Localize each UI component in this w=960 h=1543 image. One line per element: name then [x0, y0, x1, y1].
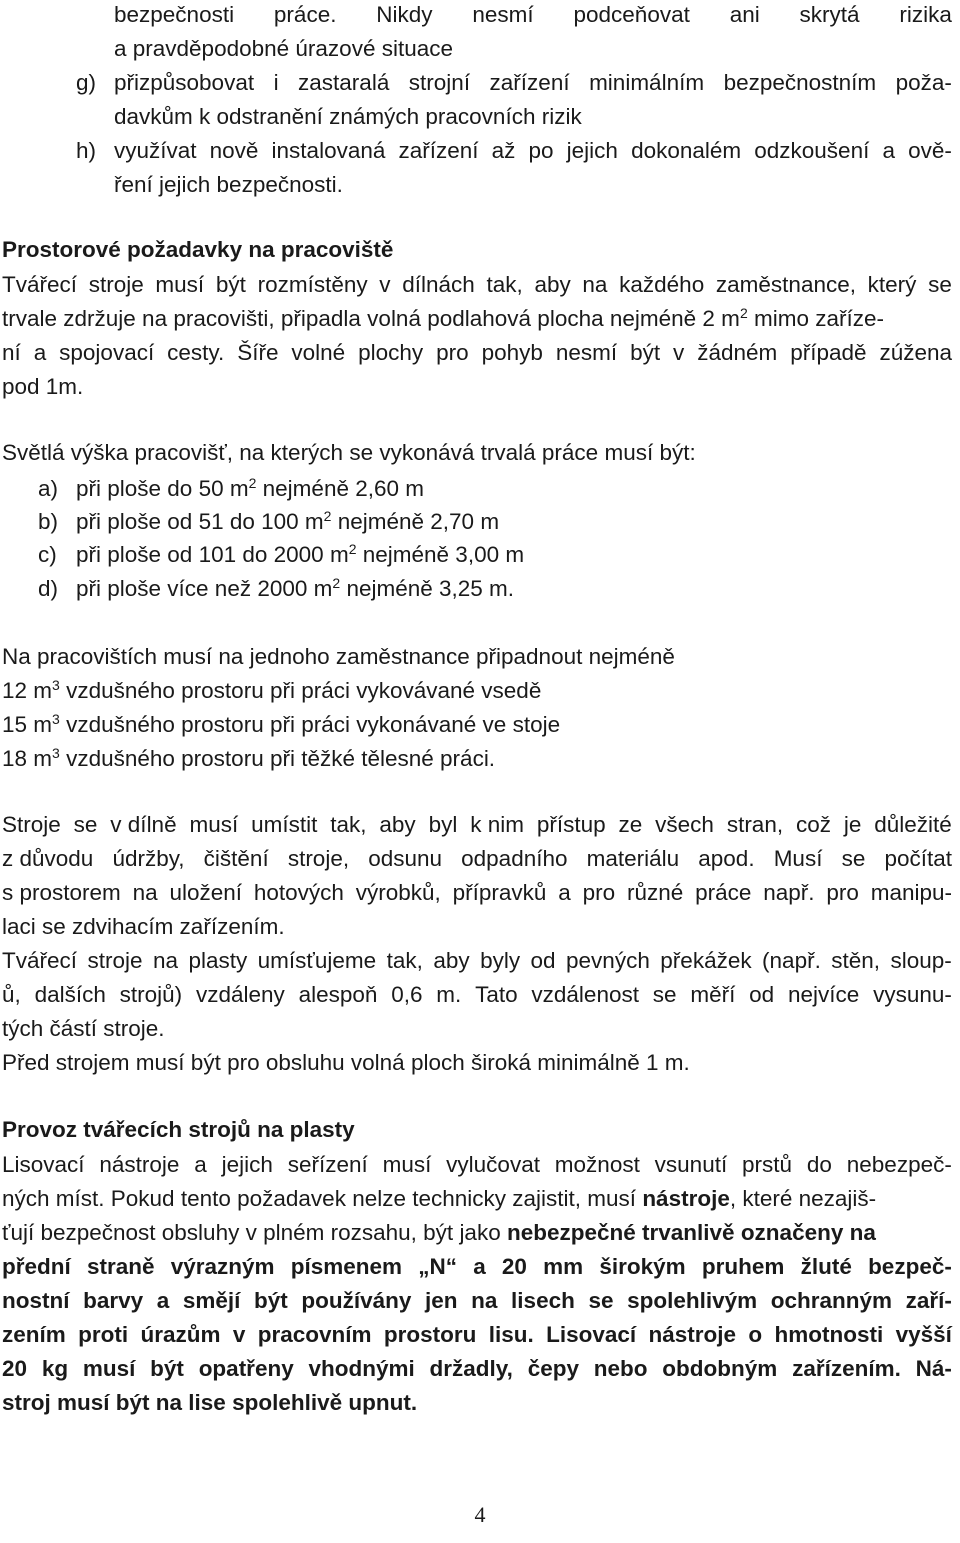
word: zúžena: [879, 340, 952, 365]
word: instalovaná: [271, 138, 386, 163]
word: vhodnými: [308, 1356, 415, 1381]
word: nebo: [593, 1356, 648, 1381]
word: pruhem: [701, 1254, 785, 1279]
word: přední: [2, 1254, 71, 1279]
word: dalších: [34, 982, 106, 1007]
word: pohyb: [481, 340, 543, 365]
list-marker-g: g): [76, 70, 97, 95]
word: úrazům: [140, 1322, 221, 1347]
word: podceňovat: [573, 2, 690, 27]
word: k nim: [470, 812, 524, 837]
machines-paragraph-line-3: [2, 876, 952, 910]
word: 0,6: [391, 982, 423, 1007]
word: o: [748, 1322, 763, 1347]
word: musí: [155, 272, 205, 297]
word: odpadního: [461, 846, 568, 871]
word: zaměstnance,: [715, 272, 856, 297]
word: cesty.: [167, 340, 225, 365]
word: materiálu: [586, 846, 680, 871]
word: Lisovací: [546, 1322, 637, 1347]
word: různé: [626, 880, 684, 905]
word: a: [473, 1254, 486, 1279]
plastics-paragraph-line-1: [2, 944, 952, 978]
word: ochranným: [770, 1288, 893, 1313]
word: se: [652, 982, 677, 1007]
plastics-paragraph-line-3: tých částí stroje.: [2, 1016, 165, 1041]
word: každého: [619, 272, 705, 297]
word: barvy: [83, 1288, 144, 1313]
machines-paragraph-line-4: laci se zdvihacím zařízením.: [2, 914, 285, 939]
section-heading-space: Prostorové požadavky na pracoviště: [2, 237, 394, 262]
word: zastaralá: [298, 70, 390, 95]
word: Tato: [475, 982, 518, 1007]
word: s prostorem: [2, 880, 121, 905]
word: plochy: [358, 340, 424, 365]
word: např.: [763, 880, 815, 905]
word: důležité: [874, 812, 952, 837]
operation-line-3: ťují bezpečnost obsluhy v plném rozsahu, být jako nebezpečné trvanlivě označeny na: [2, 1220, 876, 1245]
word: alespoň: [298, 982, 378, 1007]
word: který: [867, 272, 917, 297]
word: po: [528, 138, 554, 163]
word: musí: [382, 1152, 432, 1177]
word: vsunutí: [654, 1152, 728, 1177]
word: apod.: [698, 846, 755, 871]
word: měří: [690, 982, 736, 1007]
word: jejich: [221, 1152, 273, 1177]
word: nebezpeč-: [846, 1152, 952, 1177]
word: aby: [379, 812, 416, 837]
word: čepy: [527, 1356, 579, 1381]
word: stěn,: [831, 948, 881, 973]
space-paragraph-line-4: pod 1m.: [2, 374, 84, 399]
word: nástroje: [99, 1152, 180, 1177]
clearance-line: Před strojem musí být pro obsluhu volná ploch široká minimálně 1 m.: [2, 1050, 690, 1075]
word: v: [379, 272, 391, 297]
word: m.: [436, 982, 462, 1007]
word: Nikdy: [376, 2, 433, 27]
word: odsunu: [368, 846, 443, 871]
word: být: [150, 1356, 184, 1381]
word: spojovací: [59, 340, 155, 365]
word: Lisovací: [2, 1152, 85, 1177]
word: využívat: [114, 138, 197, 163]
word: se: [73, 812, 98, 837]
word: a: [33, 340, 47, 365]
word: obdobným: [662, 1356, 778, 1381]
word: bezpečnostním: [723, 70, 877, 95]
word: stroje: [88, 272, 144, 297]
word: vyšší: [895, 1322, 952, 1347]
word: opatřeny: [198, 1356, 294, 1381]
word: údržby,: [112, 846, 185, 871]
height-item-b: b) při ploše od 51 do 100 $m^2$ nejméně 2,70 m: [38, 508, 500, 534]
word: bezpečnosti: [114, 2, 235, 27]
word: aby: [534, 272, 571, 297]
section-heading-operation: Provoz tvářecích strojů na plasty: [2, 1117, 355, 1142]
word: od: [530, 948, 556, 973]
word: na: [582, 272, 608, 297]
word: lisu.: [488, 1322, 534, 1347]
word: proti: [78, 1322, 129, 1347]
word: překážek: [660, 948, 752, 973]
word: všech: [655, 812, 714, 837]
word: písmenem: [290, 1254, 403, 1279]
operation-line-5: [2, 1284, 952, 1318]
word: od: [749, 982, 775, 1007]
word: rozmístěny: [257, 272, 368, 297]
word: nově: [209, 138, 259, 163]
operation-line-8: stroj musí být na lise spolehlivě upnut.: [2, 1390, 418, 1415]
height-item-a: a) při ploše do 50 $m^2$ nejméně 2,60 m: [38, 475, 425, 501]
word: v dílně: [110, 812, 177, 837]
word: Tvářecí: [2, 948, 78, 973]
word: zením: [2, 1322, 66, 1347]
word: byl: [428, 812, 458, 837]
air-line-12: 12 $m^3$ vzdušného prostoru při práci vykovávané vsedě: [2, 677, 542, 703]
word: vzdálenost: [531, 982, 639, 1007]
word: výrobků,: [355, 880, 441, 905]
word: rizika: [899, 2, 952, 27]
space-paragraph-line-3: [2, 336, 952, 370]
word: straně: [86, 1254, 155, 1279]
height-item-d: d) při ploše více než 2000 $m^2$ nejméně 3,25 m.: [38, 575, 515, 601]
word: práce: [695, 880, 752, 905]
word: a: [882, 138, 895, 163]
word: tak,: [330, 812, 367, 837]
word: Stroje: [2, 812, 61, 837]
word: být: [630, 340, 661, 365]
word: přizpůsobovat: [114, 70, 255, 95]
word: nástroje: [648, 1322, 737, 1347]
word: musí: [82, 1356, 136, 1381]
word: sloup-: [890, 948, 952, 973]
word: Musí: [773, 846, 823, 871]
space-paragraph-line-2: trvale zdržuje na pracovišti, připadla volná podlahová plocha nejméně 2 $m^2$ mimo zaříze-: [2, 305, 884, 331]
word: se: [841, 846, 866, 871]
word: vylučovat: [446, 1152, 540, 1177]
word: stran,: [726, 812, 784, 837]
word: výrazným: [170, 1254, 275, 1279]
word: hmotnosti: [774, 1322, 884, 1347]
word: žluté: [800, 1254, 852, 1279]
word: bezpeč-: [868, 1254, 952, 1279]
word: prostoru: [383, 1322, 477, 1347]
word: manipu-: [870, 880, 952, 905]
operation-line-4: [2, 1250, 952, 1284]
word: přípravků: [452, 880, 547, 905]
word: do: [806, 1152, 832, 1177]
word: umísťujeme: [257, 948, 377, 973]
word: na: [152, 948, 178, 973]
word: odzkoušení: [754, 138, 870, 163]
word: plasty: [188, 948, 248, 973]
operation-line-6: [2, 1318, 952, 1352]
word: Ná-: [915, 1356, 952, 1381]
item-g-line-1: [114, 66, 952, 100]
word: pro: [436, 340, 469, 365]
item-h-line-1: [114, 134, 952, 168]
word: i: [273, 70, 279, 95]
word: seřízení: [287, 1152, 368, 1177]
word: používány: [301, 1288, 412, 1313]
word: se: [928, 272, 952, 297]
word: ani: [729, 2, 760, 27]
list-marker-h: h): [76, 138, 97, 163]
word: ze: [618, 812, 643, 837]
word: být: [215, 272, 246, 297]
word: ově-: [908, 138, 952, 163]
word: a: [156, 1288, 170, 1313]
word: umístit: [251, 812, 318, 837]
word: poža-: [895, 70, 952, 95]
word: přístup: [536, 812, 606, 837]
height-item-c: c) při ploše od 101 do 2000 $m^2$ nejméně 3,00 m: [38, 541, 525, 567]
word: na: [471, 1288, 498, 1313]
word: mm: [543, 1254, 584, 1279]
page-number: 4: [474, 1502, 486, 1527]
word: 20: [2, 1356, 28, 1381]
word: tak,: [486, 272, 523, 297]
word: volné: [291, 340, 346, 365]
item-h-line-2: ření jejich bezpečnosti.: [114, 172, 343, 197]
word: „N“: [418, 1254, 457, 1279]
operation-line-2: ných míst. Pokud tento požadavek nelze technicky zajistit, musí nástroje, které nezajiš-: [2, 1186, 877, 1211]
word: nejvíce: [787, 982, 860, 1007]
item-g-line-2: davkům k odstranění známých pracovních rizik: [114, 104, 582, 129]
word: možnost: [554, 1152, 640, 1177]
word: hotových: [253, 880, 344, 905]
operation-line-7: [2, 1352, 952, 1386]
word: nostní: [2, 1288, 70, 1313]
plastics-paragraph-line-2: [2, 978, 952, 1012]
word: pracovním: [257, 1322, 372, 1347]
word: případě: [790, 340, 867, 365]
word: Šíře: [237, 340, 279, 365]
word: širokým: [599, 1254, 686, 1279]
word: žádném: [697, 340, 778, 365]
word: nesmí: [555, 340, 618, 365]
word: je: [843, 812, 862, 837]
word: jejich: [566, 138, 618, 163]
word: skrytá: [799, 2, 860, 27]
word: držadly,: [429, 1356, 513, 1381]
word: prstů: [742, 1152, 793, 1177]
word: vzdáleny: [195, 982, 285, 1007]
word: pro: [582, 880, 616, 905]
word: zařízení: [398, 138, 479, 163]
word: ů,: [2, 982, 21, 1007]
word: nesmí: [472, 2, 534, 27]
word: dokonalém: [631, 138, 742, 163]
word: se: [588, 1288, 614, 1313]
word: aby: [433, 948, 470, 973]
word: a: [558, 880, 571, 905]
word: v: [232, 1322, 246, 1347]
intro-line-1: [114, 0, 952, 32]
word: pevných: [566, 948, 650, 973]
word: strojů): [119, 982, 183, 1007]
word: být: [254, 1288, 288, 1313]
word: a: [194, 1152, 207, 1177]
word: práce.: [273, 2, 337, 27]
word: vysunu-: [873, 982, 952, 1007]
word: lisech: [511, 1288, 575, 1313]
word: stroje: [87, 948, 143, 973]
word: kg: [41, 1356, 69, 1381]
word: minimálním: [589, 70, 705, 95]
space-paragraph-line-1: [2, 268, 952, 302]
word: tak,: [386, 948, 423, 973]
operation-line-1: [2, 1148, 952, 1182]
word: zařízení: [489, 70, 570, 95]
word: dílnách: [402, 272, 475, 297]
height-intro: Světlá výška pracovišť, na kterých se vykonává trvalá práce musí být:: [2, 440, 696, 465]
word: zaří-: [905, 1288, 952, 1313]
air-intro: Na pracovištích musí na jednoho zaměstnance připadnout nejméně: [2, 644, 675, 669]
word: ní: [2, 340, 21, 365]
word: uložení: [169, 880, 243, 905]
word: z důvodu: [2, 846, 94, 871]
word: na: [132, 880, 158, 905]
air-line-18: 18 $m^3$ vzdušného prostoru při těžké tělesné práci.: [2, 745, 496, 771]
word: musí: [189, 812, 239, 837]
intro-line-2: a pravděpodobné úrazové situace: [114, 36, 453, 61]
word: 20: [501, 1254, 527, 1279]
word: stroje,: [287, 846, 350, 871]
word: až: [491, 138, 516, 163]
word: jen: [425, 1288, 458, 1313]
word: v: [673, 340, 685, 365]
machines-paragraph-line-1: [2, 808, 952, 842]
word: Tvářecí: [2, 272, 78, 297]
air-line-15: 15 $m^3$ vzdušného prostoru při práci vykonávané ve stoje: [2, 711, 561, 737]
word: čištění: [203, 846, 269, 871]
word: počítat: [884, 846, 952, 871]
word: což: [795, 812, 831, 837]
word: (např.: [762, 948, 821, 973]
word: pro: [826, 880, 859, 905]
word: strojní: [408, 70, 471, 95]
machines-paragraph-line-2: [2, 842, 952, 876]
word: byly: [480, 948, 521, 973]
word: zařízením.: [792, 1356, 901, 1381]
word: smějí: [182, 1288, 241, 1313]
word: spolehlivým: [627, 1288, 758, 1313]
